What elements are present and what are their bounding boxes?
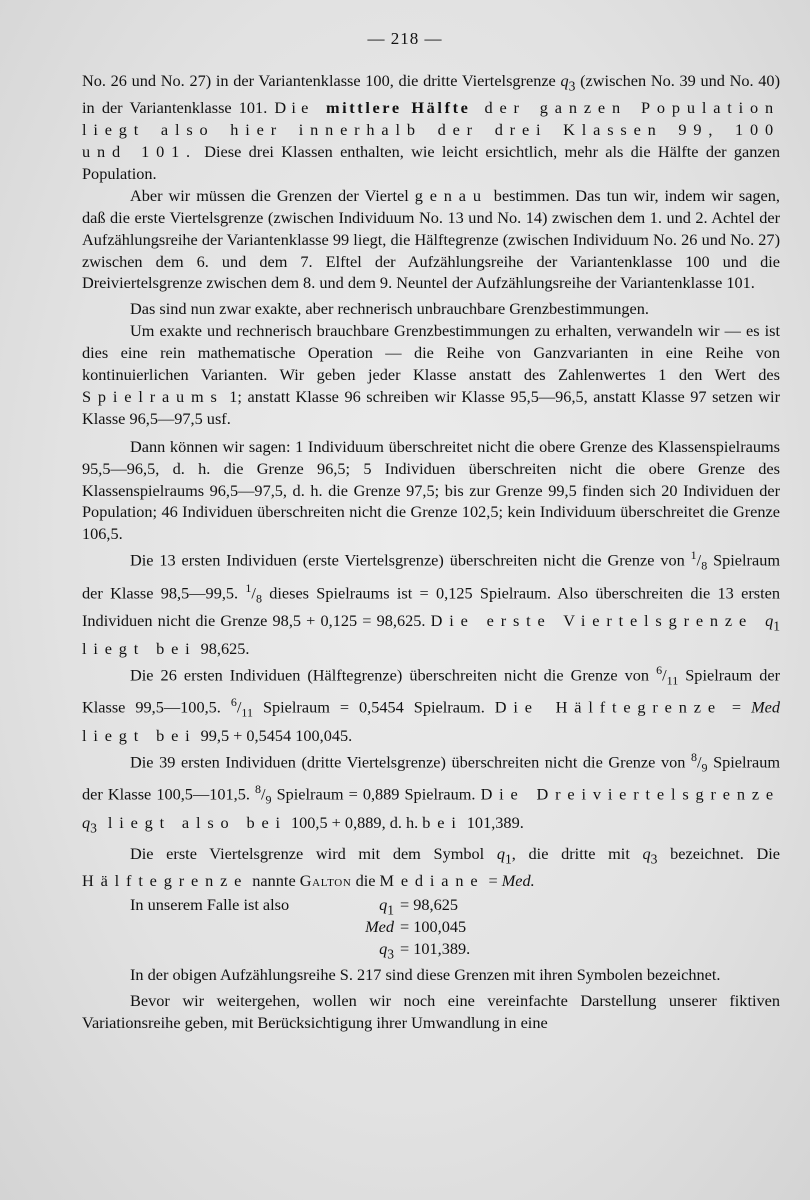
paragraph-1: No. 26 und No. 27) in der Variantenklasse 100, die dritte Viertelsgrenze $q_3$ (zwischen No. 39 und No. 40) in der Variantenklasse 101. Die mittlere Hälfte der ganzen Population liegt also hier innerhalb der drei Klassen 99, 100 und 101. Diese drei Klassen enthalten, wie leicht ersichtlich, mehr als die Hälfte der ganzen Population. <box>82 71 780 183</box>
paragraph-2: Aber wir müssen die Grenzen der Viertel genau bestimmen. Das tun wir, indem wir sagen, daß die erste Viertelsgrenze (zwischen Individuum No. 13 und No. 14) zwischen dem 1. und 2. Achtel der Aufzählungsreihe der Variantenklasse 99 liegt, die Hälftegrenze (zwischen Individuum No. 26 und No. 27) zwischen dem 6. und dem 7. Elftel der Aufzählungsreihe der Variantenklasse 100 und die Dreiviertelsgrenze zwischen dem 8. und dem 9. Neuntel der Aufzählungsreihe der Variantenklasse 101. <box>82 185 780 293</box>
paragraph-10: In der obigen Aufzählungsreihe S. 217 sind diese Grenzen mit ihren Symbolen bezeichnet. <box>130 964 721 984</box>
equation-row: Med = 100,045 <box>365 916 467 936</box>
body-text <box>82 70 780 1034</box>
equation-block <box>82 894 780 960</box>
paragraph-8: Die 39 ersten Individuen (dritte Viertelsgrenze) überschreiten nicht die Grenze von $^8/_9$ Spielraum der Klasse 100,5—101,5. $^8/_9$ Spielraum = 0,889 Spielraum. Die Dreiviertelsgrenze $q_3$ liegt also bei 100,5 + 0,889, d. h. bei 101,389. <box>82 749 780 835</box>
name-galton: Galton <box>299 871 352 891</box>
page-number: — 218 — <box>367 29 443 48</box>
paragraph-7: Die 26 ersten Individuen (Hälftegrenze) überschreiten nicht die Grenze von $^6/_{11}$ Spielraum der Klasse 99,5—100,5. $^6/_{11}$ Spielraum = 0,5454 Spielraum. Die Hälftegrenze = Med liegt bei 99,5 + 0,5454 100,045. <box>82 662 781 745</box>
emphasis-mittlere-haelfte: mittlere Hälfte <box>325 98 471 118</box>
paragraph-4: Um exakte und rechnerisch brauchbare Grenzbestimmungen zu erhalten, verwandeln wir — es ist dies eine rein mathematische Operation — die Reihe von Ganzvarianten in eine Reihe von kontinuierlichen Varianten. Wir geben jeder Klasse anstatt des Zahlenwertes 1 den Wert des Spielraums 1; anstatt Klasse 96 schreiben wir Klasse 95,5—96,5, anstatt Klasse 97 setzen wir Klasse 96,5—97,5 usf. <box>82 321 780 428</box>
paragraph-5: Dann können wir sagen: 1 Individuum überschreitet nicht die obere Grenze des Klassenspielraums 95,5—96,5, d. h. die Grenze 96,5; 5 Individuen überschreiten nicht die obere Grenze des Klassenspielraums 96,5—97,5, d. h. die Grenze 97,5; bis zur Grenze 99,5 finden sich 20 Individuen der Population; 46 Individuen überschreiten nicht die Grenze 102,5; kein Individuum überschreitet die Grenze 106,5. <box>82 436 780 544</box>
equation-row: $q_3$ = 101,389. <box>379 938 471 962</box>
paragraph-11: Bevor wir weitergehen, wollen wir noch eine vereinfachte Darstellung unserer fiktiven Variationsreihe geben, mit Berücksichtigung ihrer Umwandlung in eine <box>82 990 780 1032</box>
paragraph-3: Das sind nun zwar exakte, aber rechnerisch unbrauchbare Grenzbestimmungen. <box>130 299 649 319</box>
equation-row: In unserem Falle ist also $q_1$ = 98,625 <box>130 894 459 918</box>
paragraph-9: Die erste Viertelsgrenze wird mit dem Symbol $q_1$, die dritte mit $q_3$ bezeichnet. Die Hälftegrenze nannte Galton die Mediane = Med. <box>82 843 780 891</box>
paragraph-6: Die 13 ersten Individuen (erste Viertelsgrenze) überschreiten nicht die Grenze von $^1/_8$ Spielraum der Klasse 98,5—99,5. $^1/_8$ dieses Spielraums ist = 0,125 Spielraum. Also überschreiten die 13 ersten Individuen nicht die Grenze 98,5 + 0,125 = 98,625. Die erste Viertelsgrenze $q_1$ liegt bei 98,625. <box>82 548 781 658</box>
